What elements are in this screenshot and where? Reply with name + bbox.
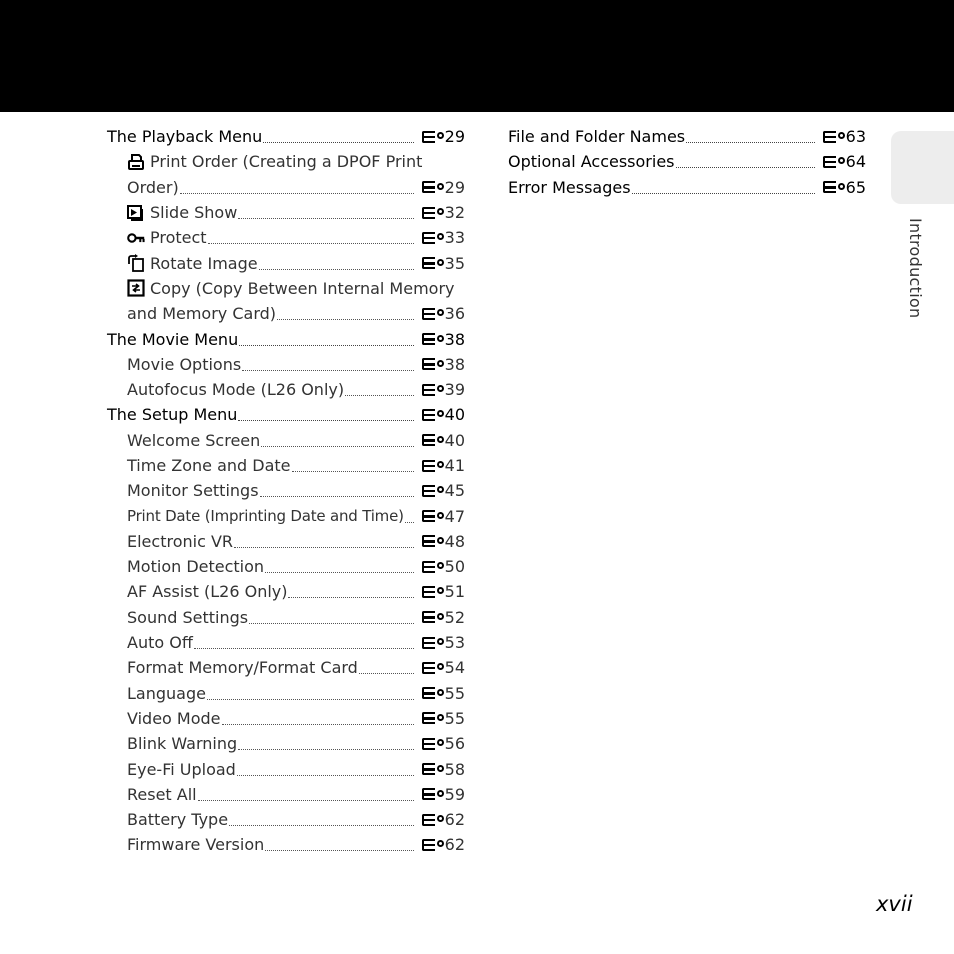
toc-subentry[interactable]: [107, 554, 465, 579]
dot-leader: [237, 775, 414, 776]
page-reference: [422, 507, 465, 526]
page-reference: [422, 127, 465, 146]
toc-entry-title: Motion Detection: [127, 557, 265, 577]
page-number: xvii: [876, 892, 913, 916]
toc-subentry[interactable]: [107, 301, 465, 326]
reference-section-icon: [422, 256, 436, 270]
page-reference: [422, 456, 465, 475]
toc-entry-title: File and Folder Names: [508, 127, 686, 147]
dot-leader: [238, 420, 413, 421]
section-tab-label: Introduction: [906, 218, 925, 319]
reference-mark-icon: [838, 183, 845, 190]
toc-entry-title: Electronic VR: [127, 531, 234, 551]
top-header-bar: [0, 0, 954, 112]
page-reference-number: 38: [444, 329, 465, 349]
dot-leader: [238, 749, 414, 750]
toc-entry-title: Auto Off: [127, 633, 193, 653]
reference-section-icon: [422, 408, 436, 422]
dot-leader: [265, 850, 413, 851]
page-reference: [422, 178, 465, 197]
dot-leader: [180, 193, 414, 194]
toc-entry-title: The Playback Menu: [107, 127, 263, 147]
toc-left-column: [107, 124, 465, 858]
toc-entry-line: [107, 149, 465, 174]
page-reference: [422, 431, 465, 450]
page-reference-number: 38: [444, 354, 465, 374]
dot-leader: [277, 319, 414, 320]
reference-mark-icon: [437, 587, 444, 594]
copy-icon: [127, 279, 145, 297]
toc-entry-title: Blink Warning: [127, 734, 238, 754]
dot-leader: [288, 597, 413, 598]
page-reference: [422, 557, 465, 576]
dot-leader: [260, 496, 414, 497]
toc-subentry[interactable]: [107, 377, 465, 402]
toc-entry-title: The Setup Menu: [107, 405, 238, 425]
page-reference: [422, 582, 465, 601]
reference-mark-icon: [437, 765, 444, 772]
reference-mark-icon: [437, 486, 444, 493]
toc-entry-title: The Movie Menu: [107, 329, 239, 349]
dot-leader: [263, 142, 413, 143]
page-reference: [422, 684, 465, 703]
reference-mark-icon: [437, 132, 444, 139]
print-order-icon: [127, 153, 145, 171]
page-reference-number: 64: [845, 152, 866, 172]
reference-section-icon: [823, 155, 837, 169]
toc-subentry[interactable]: [107, 529, 465, 554]
page-reference-number: 58: [444, 759, 465, 779]
page-reference: [422, 709, 465, 728]
page-reference-number: 45: [444, 481, 465, 501]
page-reference: [422, 228, 465, 247]
reference-section-icon: [422, 307, 436, 321]
toc-subentry[interactable]: [107, 579, 465, 604]
toc-subentry[interactable]: [107, 832, 465, 857]
rotate-image-icon: [127, 254, 145, 272]
page-reference-number: 32: [444, 203, 465, 223]
toc-entry-title: Monitor Settings: [127, 481, 259, 501]
reference-mark-icon: [437, 840, 444, 847]
dot-leader: [229, 825, 414, 826]
reference-mark-icon: [437, 537, 444, 544]
reference-section-icon: [422, 180, 436, 194]
dot-leader: [222, 724, 414, 725]
page-reference: [422, 760, 465, 779]
toc-subentry[interactable]: [107, 478, 465, 503]
toc-subentry[interactable]: [107, 200, 465, 225]
reference-mark-icon: [437, 562, 444, 569]
page-reference-number: 40: [444, 430, 465, 450]
page-reference: [823, 127, 866, 146]
reference-mark-icon: [437, 714, 444, 721]
protect-icon: [127, 229, 145, 247]
reference-mark-icon: [437, 689, 444, 696]
toc-section-entry[interactable]: [107, 326, 465, 351]
dot-leader: [676, 167, 815, 168]
reference-mark-icon: [437, 309, 444, 316]
page-reference-number: 52: [444, 607, 465, 627]
reference-section-icon: [422, 661, 436, 675]
reference-section-icon: [422, 560, 436, 574]
page-reference-number: 47: [444, 506, 465, 526]
page-reference: [422, 532, 465, 551]
reference-section-icon: [823, 180, 837, 194]
toc-entry-text: Copy (Copy Between Internal Memory: [150, 278, 455, 298]
toc-subentry[interactable]: [107, 428, 465, 453]
toc-subentry[interactable]: [107, 655, 465, 680]
toc-subentry[interactable]: [107, 681, 465, 706]
reference-section-icon: [422, 762, 436, 776]
reference-mark-icon: [437, 512, 444, 519]
page-reference: [422, 481, 465, 500]
page-reference: [422, 203, 465, 222]
dot-leader: [238, 218, 413, 219]
reference-mark-icon: [437, 208, 444, 215]
reference-section-icon: [422, 206, 436, 220]
reference-section-icon: [422, 484, 436, 498]
toc-subentry[interactable]: [107, 756, 465, 781]
page-reference-number: 65: [845, 177, 866, 197]
page-reference-number: 35: [444, 253, 465, 273]
toc-section-entry[interactable]: [508, 175, 866, 200]
reference-section-icon: [422, 433, 436, 447]
dot-leader: [359, 673, 414, 674]
page-reference-number: 40: [444, 405, 465, 425]
dot-leader: [234, 547, 414, 548]
page-reference-number: 48: [444, 531, 465, 551]
page-reference: [422, 330, 465, 349]
reference-mark-icon: [437, 410, 444, 417]
page-reference-number: 63: [845, 127, 866, 147]
page-reference: [422, 658, 465, 677]
toc-subentry[interactable]: [107, 706, 465, 731]
toc-entry-title: Eye-Fi Upload: [127, 759, 236, 779]
toc-entry-title: Movie Options: [127, 354, 242, 374]
toc-right-column: [508, 124, 866, 200]
dot-leader: [265, 572, 414, 573]
toc-entry-title: Welcome Screen: [127, 430, 261, 450]
reference-section-icon: [422, 231, 436, 245]
page-reference-number: 39: [444, 380, 465, 400]
reference-mark-icon: [437, 436, 444, 443]
toc-entry-title: and Memory Card): [127, 304, 277, 324]
section-tab: [891, 131, 954, 204]
reference-section-icon: [422, 332, 436, 346]
reference-section-icon: [422, 585, 436, 599]
dot-leader: [207, 699, 414, 700]
toc-entry-title: Optional Accessories: [508, 152, 675, 172]
page-reference: [422, 633, 465, 652]
reference-mark-icon: [437, 183, 444, 190]
page-reference: [422, 734, 465, 753]
toc-subentry[interactable]: [107, 630, 465, 655]
dot-leader: [249, 623, 414, 624]
page-reference-number: 53: [444, 633, 465, 653]
page-reference: [422, 810, 465, 829]
toc-subentry[interactable]: [107, 175, 465, 200]
toc-subentry[interactable]: [107, 225, 465, 250]
toc-entry-title: Autofocus Mode (L26 Only): [127, 380, 345, 400]
reference-mark-icon: [838, 132, 845, 139]
reference-section-icon: [823, 130, 837, 144]
toc-subentry[interactable]: [107, 503, 465, 528]
page-reference: [422, 304, 465, 323]
reference-section-icon: [422, 459, 436, 473]
reference-section-icon: [422, 130, 436, 144]
reference-mark-icon: [437, 739, 444, 746]
toc-entry-title: AF Assist (L26 Only): [127, 582, 288, 602]
dot-leader: [239, 345, 413, 346]
page-reference-number: 36: [444, 304, 465, 324]
reference-section-icon: [422, 534, 436, 548]
toc-section-entry[interactable]: [107, 124, 465, 149]
toc-entry-text: Print Order (Creating a DPOF Print: [150, 152, 423, 172]
reference-section-icon: [422, 838, 436, 852]
dot-leader: [261, 446, 413, 447]
dot-leader: [242, 370, 413, 371]
toc-entry-title: Slide Show: [150, 203, 238, 223]
page-reference: [422, 380, 465, 399]
toc-subentry[interactable]: [107, 453, 465, 478]
reference-section-icon: [422, 636, 436, 650]
dot-leader: [345, 395, 414, 396]
toc-subentry[interactable]: [107, 731, 465, 756]
dot-leader: [405, 522, 414, 523]
toc-entry-title: Battery Type: [127, 810, 229, 830]
reference-section-icon: [422, 686, 436, 700]
reference-mark-icon: [838, 157, 845, 164]
toc-subentry[interactable]: [107, 782, 465, 807]
page-reference-number: 56: [444, 734, 465, 754]
page-reference-number: 54: [444, 658, 465, 678]
reference-mark-icon: [437, 385, 444, 392]
toc-entry-title: Language: [127, 683, 206, 703]
dot-leader: [686, 142, 815, 143]
reference-mark-icon: [437, 360, 444, 367]
dot-leader: [194, 648, 414, 649]
reference-mark-icon: [437, 638, 444, 645]
reference-mark-icon: [437, 790, 444, 797]
reference-section-icon: [422, 509, 436, 523]
dot-leader: [208, 243, 414, 244]
reference-section-icon: [422, 813, 436, 827]
page-reference-number: 59: [444, 784, 465, 804]
toc-subentry[interactable]: [107, 250, 465, 275]
reference-section-icon: [422, 711, 436, 725]
reference-mark-icon: [437, 233, 444, 240]
page-reference-number: 55: [444, 683, 465, 703]
dot-leader: [259, 269, 414, 270]
reference-mark-icon: [437, 815, 444, 822]
dot-leader: [292, 471, 414, 472]
page-reference: [422, 835, 465, 854]
reference-section-icon: [422, 383, 436, 397]
toc-subentry[interactable]: [107, 807, 465, 832]
toc-entry-title: Sound Settings: [127, 607, 249, 627]
toc-section-entry[interactable]: [508, 124, 866, 149]
toc-section-entry[interactable]: [107, 402, 465, 427]
reference-mark-icon: [437, 259, 444, 266]
page-reference: [823, 152, 866, 171]
page-reference: [422, 785, 465, 804]
page-reference-number: 33: [444, 228, 465, 248]
page-reference: [422, 355, 465, 374]
slide-show-icon: [127, 204, 145, 222]
reference-section-icon: [422, 357, 436, 371]
toc-entry-title: Time Zone and Date: [127, 456, 291, 475]
reference-section-icon: [422, 787, 436, 801]
page-reference-number: 51: [444, 582, 465, 602]
reference-mark-icon: [437, 335, 444, 342]
toc-section-entry[interactable]: [508, 149, 866, 174]
dot-leader: [632, 193, 815, 194]
toc-entry-title: Reset All: [127, 784, 197, 804]
toc-entry-line: [107, 276, 465, 301]
page-reference: [422, 254, 465, 273]
page-reference-number: 41: [444, 456, 465, 475]
toc-entry-title: Rotate Image: [150, 253, 258, 273]
toc-entry-title: Print Date (Imprinting Date and Time): [127, 507, 404, 526]
page-reference-number: 55: [444, 708, 465, 728]
toc-subentry[interactable]: [107, 605, 465, 630]
toc-entry-title: Error Messages: [508, 177, 631, 197]
page-reference-number: 50: [444, 557, 465, 577]
toc-entry-title: Protect: [150, 228, 207, 248]
toc-entry-title: Video Mode: [127, 708, 221, 728]
reference-section-icon: [422, 610, 436, 624]
toc-subentry[interactable]: [107, 352, 465, 377]
page-reference-number: 62: [444, 835, 465, 855]
reference-mark-icon: [437, 461, 444, 468]
toc-entry-title: Firmware Version: [127, 835, 265, 855]
page-reference-number: 62: [444, 810, 465, 830]
page-reference: [422, 405, 465, 424]
page-reference-number: 29: [444, 127, 465, 147]
reference-mark-icon: [437, 663, 444, 670]
dot-leader: [198, 800, 414, 801]
reference-section-icon: [422, 737, 436, 751]
reference-mark-icon: [437, 613, 444, 620]
page-reference: [823, 178, 866, 197]
toc-entry-title: Format Memory/Format Card: [127, 658, 358, 678]
page-reference-number: 29: [444, 177, 465, 197]
page-reference: [422, 608, 465, 627]
toc-entry-title: Order): [127, 177, 179, 197]
